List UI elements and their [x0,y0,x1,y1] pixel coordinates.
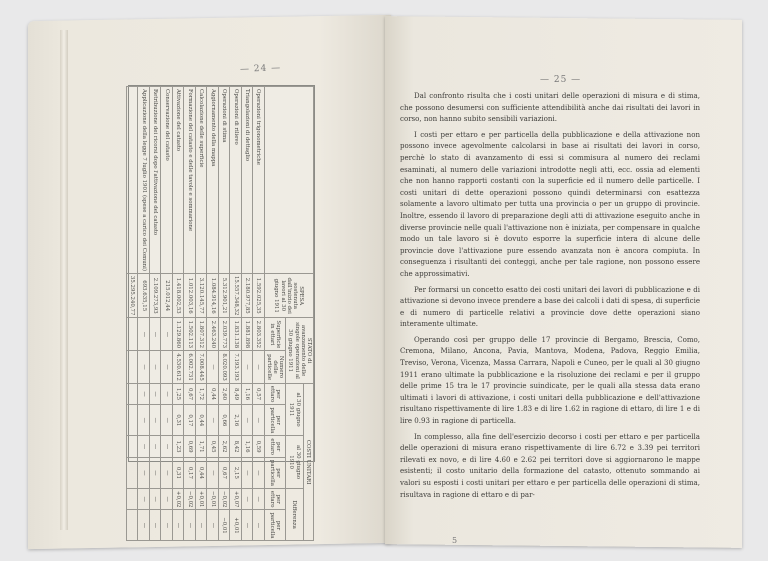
table-cell: 0,69 [184,436,195,458]
table-cell: 3.120.145,77 [195,273,206,317]
table-cell: 2.180.977,85 [241,273,252,317]
table-cell: — [241,351,252,383]
table-cell: — [161,457,172,488]
table-row [195,87,206,541]
table-cell: 2,16 [230,405,241,436]
table-row [241,87,252,541]
table-cell: 0,67 [218,457,229,488]
table-cell: — [253,405,264,436]
table-cell: 1.831.138 [230,318,241,351]
table-cell: +0,07 [230,488,241,510]
table-cell: 1,16 [241,436,252,458]
table-cell: 2,62 [218,436,229,458]
table-cell: 0,31 [172,405,183,436]
header-costi: COSTI UNITARI [303,383,313,541]
table-cell: — [207,510,218,541]
row-label: Calcolazione delle superficie [195,87,206,274]
table-cell: 8,42 [230,436,241,458]
table-cell: 215.012,44 [161,273,172,317]
header-costi-1911: al 30 giugno 1911 [286,383,303,436]
left-page-number: — 24 — [239,63,282,75]
table-cell: 0,44 [207,383,218,405]
table-cell: 7.008.445 [195,351,206,383]
table-cell: — [207,351,218,383]
table-cell: 0,45 [207,436,218,458]
empty-cell [126,436,138,458]
table-cell: 2,60 [218,383,229,405]
table-cell: 1.502.113 [184,318,195,351]
table-cell: −0,02 [184,488,195,510]
table-cell: −0,02 [218,488,229,510]
table-cell: 1.418.002,53 [172,273,183,317]
table-cell: 4.530.612 [172,351,183,383]
table-row [172,87,183,541]
table-cell: 6.002.731 [184,351,195,383]
table-cell: — [149,436,160,458]
table-cell: — [138,383,149,405]
table-cell: 1,23 [172,436,183,458]
table-cell: 2.109.273,93 [149,273,160,317]
table-cell: — [253,457,264,488]
table-cell: 1.084.914,16 [207,273,218,317]
header-costi-1910: al 30 giugno 1910 [286,436,303,489]
header-superficie: Superficie in ettari [264,318,286,351]
header-unit: per particella [264,457,286,488]
header-unit: per particella [264,405,286,436]
row-label: Operazioni di stima [218,87,229,274]
table-cell: −0,01 [218,510,229,541]
table-cell: — [138,488,149,510]
table-cell: 1,72 [195,383,206,405]
header-unit: per particella [264,510,286,541]
table-cell: — [161,351,172,383]
table-cell: — [241,510,252,541]
table-cell: 0,66 [218,405,229,436]
table-cell: 2.463.240 [207,318,218,351]
row-label: Formazione del catasto e delle tavole e sommarione [184,87,195,274]
paragraph: In complesso, alla fine dell'esercizio decorso i costi per ettaro e per particella delle operazioni di misura erano rispettivamente di lire 6.72 e 3.39 pei territori rilevati ex novo, e di lire 4.60 e 2.62 pei territori dove si aggiornarono le mappe esistenti; il costo unitario della formazione del catasto, ottenuto sommando ai valori su esposti i costi unitari per ettaro e per particella delle operazioni di stima, risultava in ragione di ettaro e di par- [400,431,700,499]
table-cell: 1.592.025,35 [253,273,264,317]
empty-cell [126,405,138,436]
table-cell: 2.803.352 [253,318,264,351]
paragraph: Operando così per gruppo delle 17 provincie di Bergamo, Brescia, Como, Cremona, Milano, Ancona, Pavia, Mantova, Modena, Padova, Reggio Emilia, Treviso, Verona, Vicenza, Massa Carrara, Napoli e Cuneo, per le quali al 30 giugno 1911 erano ultimate la pubblicazione e la risoluzione dei reclami e per il gruppo delle prime 15 tra le 17 provincie suindicate, per le quali alla stessa data erano ultimati i lavori di attivazione, i costi unitari della pubblicazione e dell'attivazione risultano rispettivamente di lire 1.83 e di lire 1.62 in ragione di ettaro, di lire 1 e di lire 0.93 in ragione di particella. [400,334,700,426]
row-label: Conservazione del catasto [161,87,172,274]
table-row [149,87,160,541]
paragraph: Dal confronto risulta che i costi unitari delle operazioni di misura e di stima, che possono desumersi con sufficiente attendibilità anche dai risultati dei lavori in corso, non hanno subito sensibili variazioni. [400,91,700,124]
row-label: Operazioni trigonometriche [253,87,264,274]
paragraph: Per formarsi un concetto esatto dei costi unitari dei lavori di pubblicazione e di attivazione si devono invece prendere a base dei calcoli i dati di spesa, di superficie e di numero di particelle relativi a provincie dove dette operazioni siano interamente ultimate. [400,284,700,329]
table-cell: — [138,351,149,383]
header-unit: per ettaro [264,383,286,405]
row-label: Applicazione della legge 7 luglio 1901 (spese a carico dei Comuni) [138,87,149,274]
table-cell: 1,16 [241,383,252,405]
table-cell: +0,01 [195,488,206,510]
row-label: Operazioni di rilievo [230,87,241,274]
table-cell: — [138,457,149,488]
row-label: Retribuzione dei ricorsi dopo l'attivazione del catasto [149,87,160,274]
header-unit: per ettaro [264,436,286,458]
table-cell: — [149,457,160,488]
table-cell: 0,57 [253,383,264,405]
table-cell: — [149,383,160,405]
table-cell: 1.129.860 [172,318,183,351]
table-cell: — [161,383,172,405]
empty-cell [126,488,138,510]
table-cell: — [138,318,149,351]
table-cell: — [138,510,149,541]
table-cell: — [207,405,218,436]
empty-cell [126,351,138,383]
table-cell: — [241,488,252,510]
table-cell: — [149,318,160,351]
row-label: Triangolazioni di dettaglio [241,87,252,274]
row-label: Aggiornamento della mappa [207,87,218,274]
table-cell: 0,59 [253,436,264,458]
header-stato: STATO di avanzamento delle singole operazioni al 30 giugno 1911 [286,318,314,383]
table-cell: 2,15 [230,457,241,488]
table-cell: — [161,318,172,351]
table-cell: 15.557.348,32 [230,273,241,317]
table-cell: 8.020.093 [218,351,229,383]
table-cell: — [161,405,172,436]
table-row [161,87,172,541]
empty-cell [126,383,138,405]
table-cell: 0,67 [184,383,195,405]
table-cell: — [161,488,172,510]
header-unit: per ettaro [264,488,286,510]
total-label [126,87,138,274]
table-cell: — [207,457,218,488]
table-cell: +0,02 [172,488,183,510]
table-row [230,87,241,541]
table-cell: — [161,436,172,458]
table-row [138,87,149,541]
header-particelle: Numero delle particelle [264,351,286,383]
row-label: Attivazione del catasto [172,87,183,274]
table-row [253,87,264,541]
table-cell: — [149,510,160,541]
table-cell: 693.635,15 [138,273,149,317]
table-cell: 2.039.773 [218,318,229,351]
table-row [218,87,229,541]
table-cell: — [195,510,206,541]
table-cell: 8,49 [230,383,241,405]
table-cell: 0,44 [195,457,206,488]
table-cell: — [241,405,252,436]
empty-cell [126,457,138,488]
total-value: 35.295.240,77 [126,273,138,317]
table-row [207,87,218,541]
table-cell: — [253,488,264,510]
table-cell: — [253,510,264,541]
right-page-text [400,90,700,504]
table-cell: 0,44 [195,405,206,436]
table-cell: — [149,351,160,383]
table-cell: — [138,436,149,458]
table-cell: — [172,510,183,541]
table-cell: 1.012.003,16 [184,273,195,317]
cost-table [128,85,315,539]
page-fold [60,30,68,530]
header-spesa: SPESA sostenuta dall'inizio dei lavori al 30 giugno 1911 [264,273,313,317]
table-cell: −0,01 [207,488,218,510]
table-total-row [126,87,138,541]
table-row [184,87,195,541]
table-cell: 1,71 [195,436,206,458]
header-differenza: Differenza [286,488,303,541]
table-cell: — [149,405,160,436]
table-cell: 5.312.901,21 [218,273,229,317]
table-cell: — [138,405,149,436]
table-cell: 1,25 [172,383,183,405]
signature-mark: 5 [452,536,459,545]
table-cell: 1.807.312 [195,318,206,351]
table-cell: — [184,510,195,541]
empty-cell [126,318,138,351]
table-cell: — [241,457,252,488]
table-cell: 0,17 [184,457,195,488]
table-cell: 7.193.193 [230,351,241,383]
header-operation [264,87,313,274]
table-cell: 0,31 [172,457,183,488]
table-cell: 0,17 [184,405,195,436]
paragraph: I costi per ettaro e per particella della pubblicazione e della attivazione non possono invece agevolmente calcolarsi in base ai risultati dei lavori in corso, perchè lo stato di avanzamento di essi si commisura al numero dei reclami esaminati, al numero delle variazioni introdotte negli atti, ecc. ossia ad elementi che non hanno rapporti costanti con la superficie ed il numero delle particelle. I costi unitari di dette operazioni possono quindi determinarsi con esattezza solamente a lavoro ultimato per tutta una provincia o per un gruppo di provincie. Inoltre, essendo il lavoro di preparazione degli atti di attivazione eseguito anche in diverse provincie nelle quali l'attivazione non è iniziata, per compensare in qualche modo un tale lavoro si è dovuto esporre la superficie intera di alcune delle provincie dove l'attivazione pure essendo avanzata non è ancora compiuta. In conseguenza i risultanti dei conteggi, anche per tale ragione, non possono essere che approssimativi. [400,129,700,278]
right-page-number: — 25 — [540,75,582,85]
table-cell: +0,01 [230,510,241,541]
table-cell: — [149,488,160,510]
table-cell: 1.881.898 [241,318,252,351]
table-cell: — [161,510,172,541]
empty-cell [126,510,138,541]
table-cell: — [253,351,264,383]
